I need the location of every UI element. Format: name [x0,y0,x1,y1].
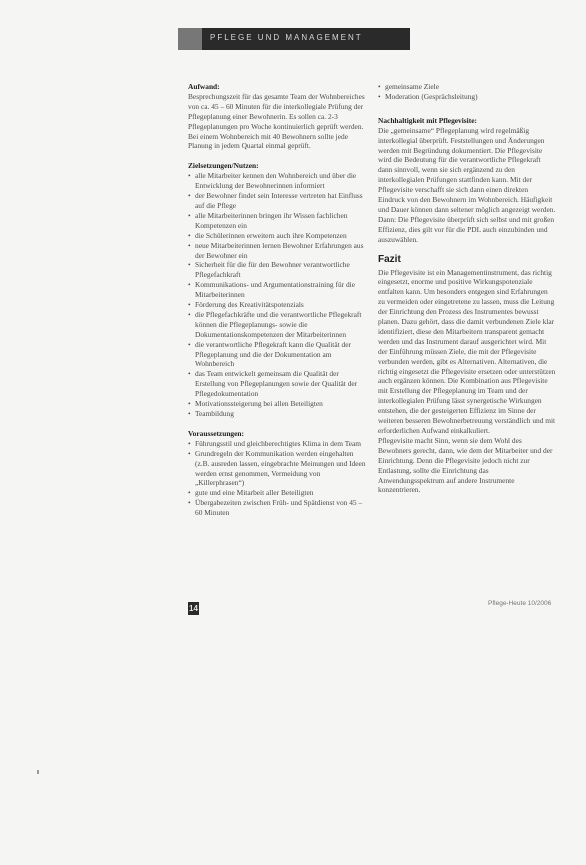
right-column [378,82,556,495]
voraus-heading: Voraussetzungen: [188,428,244,438]
scan-mark [37,770,39,774]
nachhaltig-heading: Nachhaltigkeit mit Pflegevisite: [378,115,477,125]
list-item: • alle Mitarbeiter kennen den Wohnbereich und über die Entwicklung der Bewohnerinnen informiert [188,171,368,191]
list-item: • Kommunikations- und Argumentationstraining für die Mitarbeiterinnen [188,280,368,300]
fazit-text-1: Die Pflegevisite ist ein Managementinstrument, das richtig eingesetzt, enorme und positive Wirkungspotenziale entfalten kann. Um besonders entgegen sind Erfahrungen zu vermeiden oder eingetretene zu lassen, muss die Leitung der Einrichtung den Prozess des Instrumentes bewusst planen. Dazu gehört, dass die damit verbundenen Ziele klar identifiziert, diese den Mitarbeitern transparent gemacht werden und das Instrument darauf ausgerichtet wird. Mit der Einführung müssen Ziele, die mit der Pflegevisite verbunden werden, gibt es Alternativen. Alternativen, die richtig eingesetzt die Pflegevisite ersetzen oder unterstützen auch ergänzen können. Die Kombination aus Pflegevisite mit Erstellung der Pflegeplanung im Team und der interkollegialen Prüfung lässt synergetische Wirkungen entstehen, die der gesteigerten Effizienz im Sinne der weiteren besseren Bewohnerbetreuung verständlich und mit erforderlichen Aufwand einkalkuliert. [378,267,556,435]
ziele-list [188,171,368,419]
header-title: PFLEGE UND MANAGEMENT [210,33,363,42]
list-item: • die Pflegefachkräfte und die verantwortliche Pflegekraft können die Pflegeplanungs- sowie die Dokumentationskompetenzen der Mitarbeiterinnen [188,310,368,340]
list-item: • Übergabezeiten zwischen Früh- und Spätdienst von 45 – 60 Minuten [188,498,368,518]
list-item: • die Schülerinnen erweitern auch ihre Kompetenzen [188,231,368,241]
aufwand-text: Besprechungszeit für das gesamte Team der Wohnbereiches von ca. 45 – 60 Minuten für die interkollegiale Prüfung der Pflegeplanung einer Bewohnerin. Es sollen ca. 2-3 Pflegeplanungen pro Woche kontinuierlich geprüft werden. Bei einem Wohnbereich mit 40 Bewohnern sollte jede Planung in jedem Quartal einmal geprüft. [188,91,365,151]
list-item: • Führungsstil und gleichberechtigtes Klima in dem Team [188,439,368,449]
list-item: • gute und eine Mitarbeit aller Beteiligten [188,488,368,498]
list-item: • alle Mitarbeiterinnen bringen ihr Wissen fachlichen Kompetenzen ein [188,211,368,231]
fazit-text-2: Pflegevisite macht Sinn, wenn sie dem Wohl des Bewohners gerecht, dann, wie dem der Mitarbeiter und der Einrichtung. Denn die Pflegevisite jedoch nicht zur Entlastung, sollte die Einrichtung das Anwendungsspektrum auf andere Instrumente konzentrieren. [378,435,553,495]
nachhaltig-text: Die „gemeinsame“ Pflegeplanung wird regelmäßig interkollegial überprüft. Feststellungen und Änderungen werden mit Begründung dokumentiert. Die Pflegevisite wird die Bedeutung für die verantwortliche Pflegekraft dann sinnvoll, wenn sie sich ergänzend zu den interkollegialen Prüfungen stattfinden kann. Mit der Pflegevisite verschafft sie sich dann einen direkten Eindruck von den Bewohnern im Wohnbereich. Häufigkeit und Dauer können dann seltener möglich angezeigt werden. Dann: Die Pflegevisite überprüft sich selbst und mit großen Effizienz, dies gilt vor für die PDL auch einzubinden und auszuwählen. [378,125,556,244]
top-list [378,82,556,102]
list-item: • der Bewohner findet sein Interesse vertreten hat Einfluss auf die Pflege [188,191,368,211]
list-item: • neue Mitarbeiterinnen lernen Bewohner Erfahrungen aus der Bewohner ein [188,241,368,261]
list-item: • Motivationssteigerung bei allen Beteiligten [188,399,368,409]
list-item: • Teambildung [188,409,368,419]
list-item: • die verantwortliche Pflegekraft kann die Qualität der Pflegeplanung und die der Dokumentation am Wohnbereich [188,340,368,370]
left-column [188,82,368,518]
ziele-heading: Zielsetzungen/Nutzen: [188,161,259,171]
list-item: • gemeinsame Ziele [378,82,556,92]
voraus-list [188,439,368,518]
fazit-title: Fazit [378,253,401,265]
list-item: • das Team entwickelt gemeinsam die Qualität der Erstellung von Pflegeplanungen sowie der Qualität der Pflegedokumentation [188,369,368,399]
list-item: • Moderation (Gesprächsleitung) [378,92,556,102]
list-item: • Sicherheit für die für den Bewohner verantwortliche Pflegefachkraft [188,260,368,280]
header-photo [178,28,202,50]
list-item: • Förderung des Kreativitätspotenzials [188,300,368,310]
journal-name: Pflege-Heute 10/2006 [488,600,552,607]
page-number: 14 [189,604,198,613]
list-item: • Grundregeln der Kommunikation werden eingehalten (z.B. ausreden lassen, eingebrachte Meinungen und Ideen werden ernst genommen, Vermeidung von „Killerphrasen“) [188,449,368,489]
aufwand-heading: Aufwand: [188,82,220,91]
